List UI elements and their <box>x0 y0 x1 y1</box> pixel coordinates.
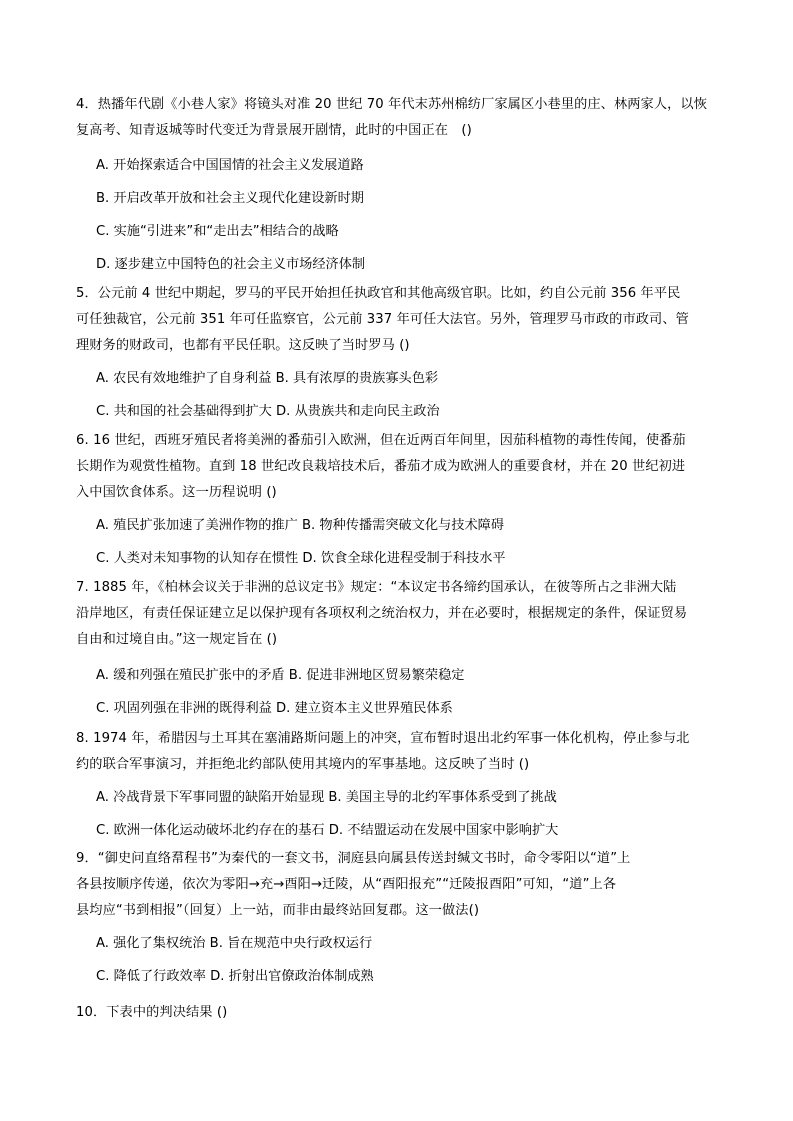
question-5-option-ab: A. 农民有效地维护了自身利益 B. 具有浓厚的贵族寡头色彩 <box>96 371 439 386</box>
question-8-option-ab: A. 冷战背景下军事同盟的缺陷开始显现 B. 美国主导的北约军事体系受到了挑战 <box>96 790 557 805</box>
question-4-stem <box>76 92 724 144</box>
question-8-option-cd: C. 欧洲一体化运动破坏北约存在的基石 D. 不结盟运动在发展中国家中影响扩大 <box>96 823 559 838</box>
question-10-stem <box>76 1000 724 1026</box>
question-7-option-ab: A. 缓和列强在殖民扩张中的矛盾 B. 促进非洲地区贸易繁荣稳定 <box>96 668 465 683</box>
question-text-line: 县均应“书到相报”（回复）上一站，而非由最终站回复郡。这一做法() <box>76 903 480 918</box>
question-text-line: 7. 1885 年，《柏林会议关于非洲的总议定书》规定：“本议定书各缔约国承认，在彼等所占之非洲大陆 <box>76 580 677 595</box>
question-6-stem <box>76 428 724 506</box>
question-text-line: 9．“御史问直络帬程书”为秦代的一套文书，洞庭县向属县传送封缄文书时，命令零阳以“道”上 <box>76 851 631 866</box>
question-text-line: 自由和过境自由。”这一规定旨在 () <box>76 632 278 647</box>
question-6-option-cd: C. 人类对未知事物的认知存在惯性 D. 饮食全球化进程受制于科技水平 <box>96 551 506 566</box>
question-4-option-c: C. 实施“引进来”和“走出去”相结合的战略 <box>96 224 339 239</box>
question-8-stem <box>76 726 724 778</box>
question-text-line: 4．热播年代剧《小巷人家》将镜头对准 20 世纪 70 年代末苏州棉纺厂家属区小巷里的庄、林两家人，以恢 <box>76 97 707 112</box>
question-9-option-cd: C. 降低了行政效率 D. 折射出官僚政治体制成熟 <box>96 969 374 984</box>
question-6-option-ab: A. 殖民扩张加速了美洲作物的推广 B. 物种传播需突破文化与技术障碍 <box>96 518 505 533</box>
question-7-option-cd: C. 巩固列强在非洲的既得利益 D. 建立资本主义世界殖民体系 <box>96 701 453 716</box>
question-4-option-b: B. 开启改革开放和社会主义现代化建设新时期 <box>96 191 364 206</box>
question-text-line: 可任独裁官，公元前 351 年可任监察官，公元前 337 年可任大法官。另外，管理罗马市政的市政司、管 <box>76 312 689 327</box>
question-5-option-cd: C. 共和国的社会基础得到扩大 D. 从贵族共和走向民主政治 <box>96 404 440 419</box>
question-text-line: 5．公元前 4 世纪中期起，罗马的平民开始担任执政官和其他高级官职。比如，约自公元前 356 年平民 <box>76 286 681 301</box>
question-4-option-a: A. 开始探索适合中国国情的社会主义发展道路 <box>96 158 364 173</box>
question-text-line: 理财务的财政司，也都有平民任职。这反映了当时罗马 () <box>76 338 410 353</box>
question-text-line: 复高考、知青返城等时代变迁为背景展开剧情，此时的中国正在 () <box>76 123 472 138</box>
question-text-line: 各县按顺序传递，依次为零阳→充→酉阳→迁陵，从“酉阳报充”“迁陵报酉阳”可知，“道”上各 <box>76 877 617 892</box>
question-text-line: 长期作为观赏性植物。直到 18 世纪改良栽培技术后，番茄才成为欧洲人的重要食材，并在 20 世纪初进 <box>76 459 686 474</box>
question-5-stem <box>76 281 724 359</box>
question-7-stem <box>76 575 724 653</box>
question-text-line: 沿岸地区，有责任保证建立足以保护现有各项权利之统治权力，并在必要时，根据规定的条件，保证贸易 <box>76 606 688 621</box>
question-9-stem <box>76 846 724 924</box>
question-text-line: 8. 1974 年，希腊因与土耳其在塞浦路斯问题上的冲突，宣布暂时退出北约军事一体化机构，停止参与北 <box>76 731 690 746</box>
question-text-line: 入中国饮食体系。这一历程说明 () <box>76 485 277 500</box>
question-text-line: 6. 16 世纪，西班牙殖民者将美洲的番茄引入欧洲，但在近两百年间里，因茄科植物的毒性传闻，使番茄 <box>76 433 686 448</box>
question-9-option-ab: A. 强化了集权统治 B. 旨在规范中央行政权运行 <box>96 936 373 951</box>
question-4-option-d: D. 逐步建立中国特色的社会主义市场经济体制 <box>96 257 366 272</box>
question-text-line: 约的联合军事演习，并拒绝北约部队使用其境内的军事基地。这反映了当时 () <box>76 757 530 772</box>
question-text-line: 10．下表中的判决结果 () <box>76 1005 228 1020</box>
